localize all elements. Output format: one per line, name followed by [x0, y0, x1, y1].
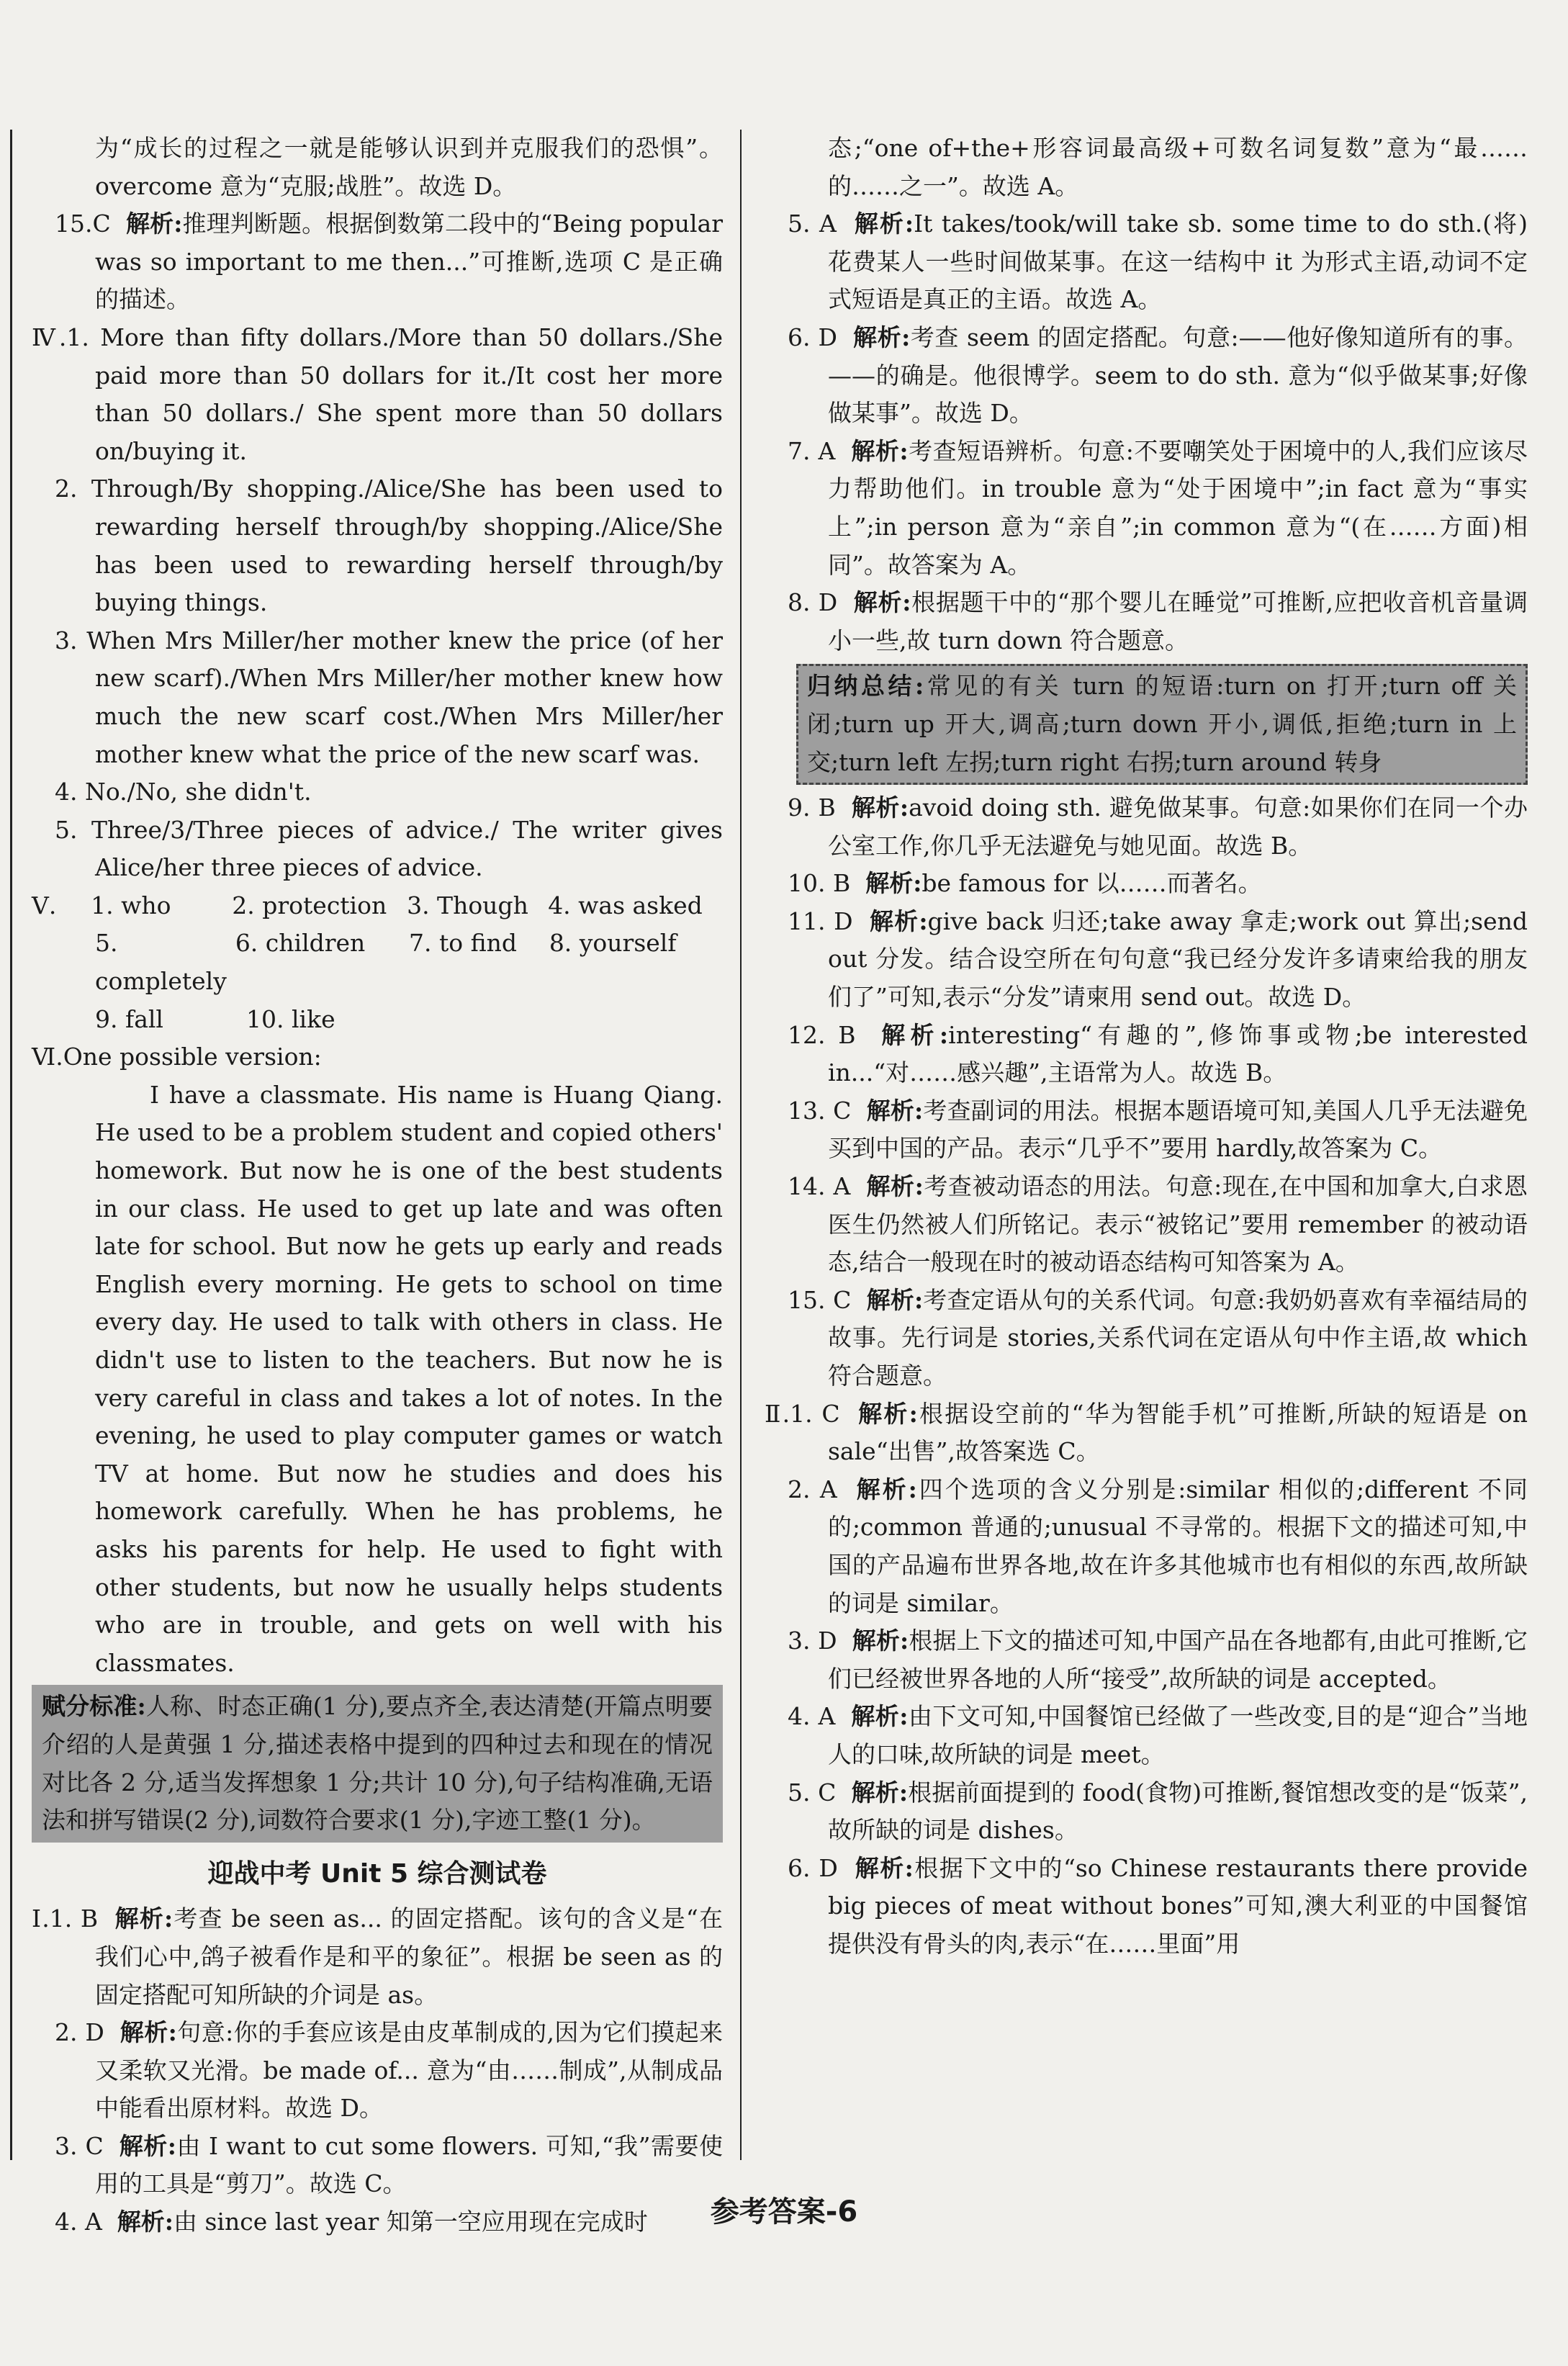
answer-item: 5. A 解析:It takes/took/will take sb. some time to do sth.(将)花费某人一些时间做某事。在这一结构中 it 为形式主语,动词不定式短语是真正的主语。故选 A。 — [788, 210, 1528, 314]
right-column — [765, 130, 1528, 1964]
left-margin-rule — [10, 130, 12, 2160]
turn-phrases-summary-box: 归纳总结:常见的有关 turn 的短语:turn on 打开;turn off 关闭;turn up 开大,调高;turn down 开小,调低,拒绝;turn in 上交;turn left 左拐;turn right 右拐;turn around 转身 — [796, 664, 1528, 785]
answer-item: 14. A 解析:考查被动语态的用法。句意:现在,在中国和加拿大,白求恩医生仍然被人们所铭记。表示“被铭记”要用 remember 的被动语态,结合一般现在时的被动语态结构可知答案为 A。 — [788, 1172, 1528, 1277]
answer-item: 10. B 解析:be famous for 以……而著名。 — [788, 869, 1262, 898]
answer-item: 8. D 解析:根据题干中的“那个婴儿在睡觉”可推断,应把收音机音量调小一些,故 turn down 符合题意。 — [788, 588, 1528, 655]
answer-item: 2. D 解析:句意:你的手套应该是由皮革制成的,因为它们摸起来又柔软又光滑。be made of... 意为“由……制成”,从制成品中能看出原材料。故选 D。 — [55, 2018, 724, 2123]
column-divider — [740, 130, 742, 2160]
section-6 — [32, 1038, 723, 1682]
answer-item: 6. D 解析:考查 seem 的固定搭配。句意:——他好像知道所有的事。——的确是。他很博学。seem to do sth. 意为“似乎做某事;好像做某事”。故选 D。 — [788, 323, 1528, 428]
answer-item: 3. D 解析:根据上下文的描述可知,中国产品在各地都有,由此可推断,它们已经被世界各地的人所“接受”,故所缺的词是 accepted。 — [788, 1627, 1528, 1693]
answer-row: Ⅴ. 1. who 2. protection 3. Though 4. was asked — [32, 891, 703, 919]
answer-item: 5. Three/3/Three pieces of advice./ The writer gives Alice/her three pieces of advice. — [55, 815, 723, 882]
answer-item: 15.C 解析:推理判断题。根据倒数第二段中的“Being popular was so important to me then...”可推断,选项 C 是正确的描述。 — [55, 210, 723, 314]
sample-essay: I have a classmate. His name is Huang Qiang. He used to be a problem student and copied others' homework. But now he is one of the best students in our class. He used to get up late and was often late for school. But now he gets up early and reads English every morning. He gets to school on time every day. He used to talk with others in class. He didn't use to listen to the teachers. But now he is very careful in class and takes a lot of notes. In the evening, he used to play computer games or watch TV at home. But now he studies and does his homework carefully. When he has problems, he asks his parents for help. He used to fight with other students, but now he usually helps students who are in trouble, and gets on well with his classmates. — [95, 1080, 723, 1677]
answer-item: 4. A 解析:由 since last year 知第一空应用现在完成时 — [55, 2208, 648, 2236]
left-column — [32, 130, 723, 2241]
unit-test-title: 迎战中考 Unit 5 综合测试卷 — [207, 1858, 547, 1889]
answer-item: 9. B 解析:avoid doing sth. 避免做某事。句意:如果你们在同一个办公室工作,你几乎无法避免与她见面。故选 B。 — [788, 793, 1528, 860]
answer-row: 9. fall 10. like — [95, 1004, 335, 1033]
answer-item: 11. D 解析:give back 归还;take away 拿走;work out 算出;send out 分发。结合设空所在句句意“我已经分发许多请柬给我的朋友们了”可知,表示“分发”请柬用 send out。故选 D。 — [788, 907, 1528, 1012]
answer-item: 6. D 解析:根据下文中的“so Chinese restaurants there provide big pieces of meat without bones”可知,澳大利亚的中国餐馆提供没有骨头的肉,表示“在……里面”用 — [788, 1853, 1528, 1958]
answer-item: 7. A 解析:考查短语辨析。句意:不要嘲笑处于困境中的人,我们应该尽力帮助他们。in trouble 意为“处于困境中”;in fact 意为“事实上”;in person 意为“亲自”;in common 意为“(在……方面)相同”。故答案为 A。 — [788, 436, 1528, 579]
answer-item: Ⅳ.1. More than fifty dollars./More than 50 dollars./She paid more than 50 dollars for it./It cost her more than 50 dollars./ She spent more than 50 dollars on/buying it. — [32, 323, 723, 465]
answer-item: 13. C 解析:考查副词的用法。根据本题语境可知,美国人几乎无法避免买到中国的产品。表示“几乎不”要用 hardly,故答案为 C。 — [788, 1096, 1528, 1163]
answer-item: 5. C 解析:根据前面提到的 food(食物)可推断,餐馆想改变的是“饭菜”,故所缺的词是 dishes。 — [788, 1778, 1528, 1845]
section-4 — [32, 319, 723, 887]
answer-item: 3. C 解析:由 I want to cut some flowers. 可知,“我”需要使用的工具是“剪刀”。故选 C。 — [55, 2131, 723, 2198]
answer-item: 2. Through/By shopping./Alice/She has been used to rewarding herself through/by shopping./Alice/She has been used to rewarding herself through/by buying things. — [55, 474, 723, 617]
answer-item: 12. B 解析:interesting“有趣的”,修饰事或物;be interested in...“对……感兴趣”,主语常为人。故选 B。 — [788, 1020, 1528, 1087]
continued-text: 态;“one of+the+形容词最高级+可数名词复数”意为“最……的……之一”。故选 A。 — [828, 134, 1528, 200]
page-footer: 参考答案-6 — [710, 2195, 858, 2228]
answer-item: Ⅱ.1. C 解析:根据设空前的“华为智能手机”可推断,所缺的短语是 on sale“出售”,故答案选 C。 — [765, 1399, 1528, 1466]
answer-row: 5. completely 6. children 7. to find 8. yourself — [95, 929, 677, 996]
scoring-criteria-box: 赋分标准:人称、时态正确(1 分),要点齐全,表达清楚(开篇点明要介绍的人是黄强 1 分,描述表格中提到的四种过去和现在的情况对比各 2 分,适当发挥想象 1 分;共计 10 分),句子结构准确,无语法和拼写错误(2 分),词数符合要求(1 分),字迹工整(1 分)。 — [32, 1685, 723, 1842]
section-5 — [32, 887, 723, 1038]
section-2 — [765, 1395, 1528, 1964]
answer-item: Ⅰ.1. B 解析:考查 be seen as... 的固定搭配。该句的含义是“在我们心中,鸽子被看作是和平的象征”。根据 be seen as 的固定搭配可知所缺的介词是 as。 — [32, 1904, 724, 2009]
answer-item: 4. No./No, she didn't. — [55, 778, 312, 806]
answer-item: 4. A 解析:由下文可知,中国餐馆已经做了一些改变,目的是“迎合”当地人的口味,故所缺的词是 meet。 — [788, 1702, 1528, 1768]
answer-item: 2. A 解析:四个选项的含义分别是:similar 相似的;different 不同的;common 普通的;unusual 不寻常的。根据下文的描述可知,中国的产品遍布世界各地,故在许多其他城市也有相似的东西,故所缺的词是 similar。 — [788, 1475, 1528, 1617]
continued-text: 为“成长的过程之一就是能够认识到并克服我们的恐惧”。overcome 意为“克服;战胜”。故选 D。 — [95, 134, 723, 200]
answer-item: 15. C 解析:考查定语从句的关系代词。句意:我奶奶喜欢有幸福结局的故事。先行词是 stories,关系代词在定语从句中作主语,故 which 符合题意。 — [788, 1285, 1528, 1390]
answer-item: 3. When Mrs Miller/her mother knew the price (of her new scarf)./When Mrs Miller/her mother knew how much the new scarf cost./When Mrs Miller/her mother knew what the price of the new scarf was. — [55, 626, 723, 768]
essay-heading: Ⅵ.One possible version: — [32, 1043, 322, 1071]
